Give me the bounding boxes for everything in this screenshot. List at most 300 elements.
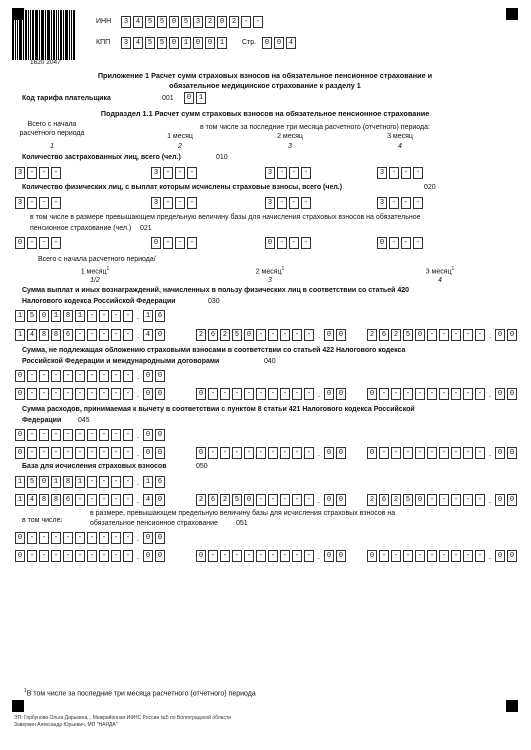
char-cell: -: [99, 447, 109, 459]
barcode-bar: [32, 10, 34, 60]
decimal-point: .: [136, 533, 140, 543]
col-total-line1: Всего с начала: [27, 121, 77, 128]
row-050-m3[interactable]: [367, 494, 519, 506]
char-cell: -: [63, 550, 73, 562]
char-cell: 0: [15, 237, 25, 249]
char-cell: -: [87, 310, 97, 322]
char-cell: 1: [51, 476, 61, 488]
char-cell: -: [99, 388, 109, 400]
char-cell: -: [475, 388, 485, 400]
char-cell: -: [75, 370, 85, 382]
char-cell: -: [232, 550, 242, 562]
char-cell: -: [187, 237, 197, 249]
char-cell: 0: [196, 447, 206, 459]
char-cell: 4: [27, 494, 37, 506]
corner-marker-top-right: [506, 8, 518, 20]
char-cell: -: [27, 370, 37, 382]
char-cell: -: [39, 167, 49, 179]
char-cell: 3: [151, 167, 161, 179]
char-cell: 0: [15, 388, 25, 400]
char-cell: -: [401, 197, 411, 209]
char-cell: 1: [51, 310, 61, 322]
char-cell: 0: [507, 388, 517, 400]
char-cell: -: [39, 388, 49, 400]
char-cell: -: [301, 197, 311, 209]
decimal-point: .: [317, 330, 321, 340]
char-cell: 1: [15, 476, 25, 488]
char-cell: -: [268, 329, 278, 341]
barcode-bar: [51, 10, 52, 60]
char-cell: -: [27, 197, 37, 209]
decimal-point: .: [136, 311, 140, 321]
char-cell: 0: [336, 388, 346, 400]
char-cell: 1: [217, 37, 227, 49]
char-cell: 5: [232, 494, 242, 506]
col2-total: Всего с начала расчетного периода/: [38, 256, 156, 263]
char-cell: 0: [184, 92, 194, 104]
row-040-m1[interactable]: [15, 388, 167, 400]
char-cell: 5: [145, 37, 155, 49]
char-cell: 2: [391, 494, 401, 506]
char-cell: 4: [143, 494, 153, 506]
char-cell: -: [111, 429, 121, 441]
char-cell: 0: [155, 532, 165, 544]
barcode-bar: [53, 10, 55, 60]
char-cell: -: [163, 167, 173, 179]
char-cell: 0: [15, 429, 25, 441]
char-cell: 0: [324, 550, 334, 562]
char-cell: -: [391, 447, 401, 459]
char-cell: -: [256, 550, 266, 562]
char-cell: -: [451, 329, 461, 341]
tariff-field[interactable]: [184, 92, 208, 104]
char-cell: -: [232, 388, 242, 400]
char-cell: -: [253, 16, 263, 28]
char-cell: -: [111, 310, 121, 322]
row-030-code: 030: [208, 298, 220, 305]
char-cell: -: [63, 429, 73, 441]
row-045-total[interactable]: [15, 429, 167, 441]
decimal-point: .: [136, 330, 140, 340]
row-051-total[interactable]: [15, 532, 167, 544]
barcode-bar: [17, 10, 18, 60]
row-030-m1[interactable]: [15, 329, 167, 341]
char-cell: 8: [39, 494, 49, 506]
decimal-point: .: [317, 551, 321, 561]
page-number-field[interactable]: [262, 37, 298, 49]
barcode-bar: [47, 10, 50, 60]
row-021-m3[interactable]: [377, 237, 425, 249]
char-cell: 1: [143, 310, 153, 322]
decimal-point: .: [488, 330, 492, 340]
row-010-label: Количество застрахованных лиц, всего (чел.): [22, 154, 181, 161]
char-cell: 8: [51, 329, 61, 341]
char-cell: -: [463, 329, 473, 341]
char-cell: -: [123, 550, 133, 562]
barcode-bar: [39, 10, 40, 60]
char-cell: 4: [143, 329, 153, 341]
char-cell: -: [427, 388, 437, 400]
row-051-m1[interactable]: [15, 550, 167, 562]
row-045-m2[interactable]: [196, 447, 348, 459]
char-cell: -: [39, 370, 49, 382]
decimal-point: .: [136, 477, 140, 487]
char-cell: -: [63, 447, 73, 459]
row-045-m1[interactable]: [15, 447, 167, 459]
char-cell: -: [292, 329, 302, 341]
barcode-number: 1620 2047: [30, 59, 61, 66]
char-cell: -: [51, 388, 61, 400]
char-cell: -: [379, 550, 389, 562]
char-cell: 0: [495, 550, 505, 562]
char-cell: 1: [15, 329, 25, 341]
char-cell: 0: [151, 237, 161, 249]
char-cell: 4: [27, 329, 37, 341]
char-cell: 6: [208, 329, 218, 341]
char-cell: -: [256, 447, 266, 459]
row-020-total[interactable]: [15, 197, 63, 209]
char-cell: 0: [367, 388, 377, 400]
row-030-m3[interactable]: [367, 329, 519, 341]
row-030-m2[interactable]: [196, 329, 348, 341]
char-cell: -: [51, 550, 61, 562]
char-cell: -: [175, 237, 185, 249]
char-cell: -: [51, 447, 61, 459]
row-051-label-line1: в размере, превышающем предельную величину базы для исчисления страховых взносов на: [90, 510, 396, 517]
char-cell: 5: [181, 16, 191, 28]
char-cell: -: [163, 197, 173, 209]
char-cell: -: [87, 370, 97, 382]
row-020-code: 020: [424, 184, 436, 191]
char-cell: -: [111, 476, 121, 488]
char-cell: 2: [196, 329, 206, 341]
inn-field[interactable]: [121, 16, 265, 28]
col-total-line2: расчетного периода: [19, 130, 85, 137]
char-cell: 0: [15, 370, 25, 382]
char-cell: -: [463, 494, 473, 506]
col-num-2: 2: [178, 143, 182, 150]
page-label: Стр.: [242, 39, 257, 46]
char-cell: 3: [265, 197, 275, 209]
row-021-label-line1: в том числе в размере превышающем предельную величину базы для начисления страховых взносов на обязательное: [30, 214, 421, 221]
char-cell: -: [87, 388, 97, 400]
char-cell: -: [123, 310, 133, 322]
char-cell: -: [413, 167, 423, 179]
char-cell: 8: [63, 310, 73, 322]
char-cell: 3: [193, 16, 203, 28]
row-010-m3[interactable]: [377, 167, 425, 179]
char-cell: -: [75, 329, 85, 341]
char-cell: 1: [15, 494, 25, 506]
char-cell: -: [123, 329, 133, 341]
char-cell: -: [389, 167, 399, 179]
char-cell: -: [427, 329, 437, 341]
char-cell: -: [391, 550, 401, 562]
char-cell: -: [63, 370, 73, 382]
char-cell: -: [123, 476, 133, 488]
char-cell: -: [451, 550, 461, 562]
char-cell: 8: [39, 329, 49, 341]
row-021-m1[interactable]: [151, 237, 199, 249]
barcode-bar: [71, 10, 72, 60]
decimal-point: .: [488, 389, 492, 399]
char-cell: -: [63, 532, 73, 544]
char-cell: -: [99, 310, 109, 322]
char-cell: -: [403, 447, 413, 459]
row-040-m3[interactable]: [367, 388, 519, 400]
char-cell: -: [292, 550, 302, 562]
char-cell: -: [277, 237, 287, 249]
char-cell: -: [123, 429, 133, 441]
row-051-prefix: в том числе:: [22, 517, 63, 524]
char-cell: -: [51, 370, 61, 382]
char-cell: 5: [157, 37, 167, 49]
barcode: [12, 10, 76, 60]
row-040-label-line2: Российской Федерации и международными договорами: [22, 358, 220, 365]
char-cell: -: [292, 388, 302, 400]
row-051-m2[interactable]: [196, 550, 348, 562]
char-cell: 0: [367, 447, 377, 459]
char-cell: 5: [145, 16, 155, 28]
row-040-m2[interactable]: [196, 388, 348, 400]
char-cell: 3: [121, 16, 131, 28]
char-cell: 0: [15, 532, 25, 544]
char-cell: -: [123, 447, 133, 459]
barcode-bar: [69, 10, 70, 60]
char-cell: -: [463, 388, 473, 400]
char-cell: -: [475, 329, 485, 341]
char-cell: -: [304, 550, 314, 562]
row-050-m1[interactable]: [15, 494, 167, 506]
char-cell: -: [27, 237, 37, 249]
char-cell: -: [289, 167, 299, 179]
char-cell: -: [439, 329, 449, 341]
char-cell: -: [289, 197, 299, 209]
char-cell: 2: [196, 494, 206, 506]
decimal-point: .: [317, 389, 321, 399]
char-cell: -: [475, 494, 485, 506]
char-cell: -: [244, 447, 254, 459]
char-cell: 0: [143, 370, 153, 382]
char-cell: 6: [63, 329, 73, 341]
char-cell: 0: [415, 494, 425, 506]
char-cell: 2: [220, 329, 230, 341]
char-cell: -: [87, 476, 97, 488]
char-cell: -: [51, 429, 61, 441]
row-030-total[interactable]: [15, 310, 167, 322]
char-cell: -: [379, 388, 389, 400]
decimal-point: .: [488, 551, 492, 561]
row-010-m2[interactable]: [265, 167, 313, 179]
char-cell: -: [99, 370, 109, 382]
row-030-label-line1: Сумма выплат и иных вознаграждений, начисленных в пользу физических лиц в соответствии со статьей 420: [22, 287, 410, 294]
char-cell: 5: [27, 310, 37, 322]
char-cell: 0: [196, 550, 206, 562]
char-cell: -: [51, 167, 61, 179]
char-cell: -: [439, 494, 449, 506]
char-cell: -: [439, 447, 449, 459]
barcode-bar: [42, 10, 44, 60]
char-cell: -: [75, 550, 85, 562]
row-045-m3[interactable]: [367, 447, 519, 459]
char-cell: 1: [181, 37, 191, 49]
char-cell: 0: [336, 494, 346, 506]
char-cell: -: [208, 447, 218, 459]
char-cell: 0: [15, 550, 25, 562]
row-021-total[interactable]: [15, 237, 63, 249]
char-cell: -: [463, 550, 473, 562]
barcode-bar: [30, 10, 31, 60]
char-cell: -: [427, 494, 437, 506]
char-cell: 0: [143, 388, 153, 400]
col-m1: 1 месяц: [167, 133, 193, 140]
char-cell: 0: [265, 237, 275, 249]
char-cell: -: [187, 167, 197, 179]
corner-marker-bottom-left: [12, 700, 24, 712]
char-cell: 1: [75, 476, 85, 488]
decimal-point: .: [488, 448, 492, 458]
char-cell: -: [280, 329, 290, 341]
char-cell: -: [403, 550, 413, 562]
char-cell: -: [256, 329, 266, 341]
char-cell: -: [268, 388, 278, 400]
barcode-bar: [58, 10, 59, 60]
char-cell: -: [413, 197, 423, 209]
footnote: $^1$В том числе за последние три месяца расчетного (отчетного) периода: [24, 688, 256, 698]
char-cell: -: [208, 550, 218, 562]
char-cell: -: [304, 388, 314, 400]
barcode-bar: [25, 10, 27, 60]
char-cell: -: [99, 429, 109, 441]
col2-m2: 2 месяц$^1$: [255, 266, 285, 276]
tariff-label: Код тарифа плательщика: [22, 95, 111, 102]
char-cell: 0: [143, 447, 153, 459]
char-cell: 0: [244, 329, 254, 341]
char-cell: -: [439, 388, 449, 400]
row-045-label-line1: Сумма расходов, принимаемая к вычету в соответствии с пунктом 8 статьи 421 Налогового кодекса Российской: [22, 406, 415, 413]
char-cell: -: [51, 197, 61, 209]
char-cell: 3: [377, 197, 387, 209]
row-020-m1[interactable]: [151, 197, 199, 209]
row-020-m2[interactable]: [265, 197, 313, 209]
char-cell: 0: [169, 37, 179, 49]
char-cell: 6: [208, 494, 218, 506]
char-cell: 6: [379, 329, 389, 341]
subsection-title: Подраздел 1.1 Расчет сумм страховых взносов на обязательное пенсионное страхование: [100, 109, 430, 118]
char-cell: -: [389, 237, 399, 249]
decimal-point: .: [488, 495, 492, 505]
row-020-m3[interactable]: [377, 197, 425, 209]
char-cell: 3: [121, 37, 131, 49]
char-cell: 6: [63, 494, 73, 506]
decimal-point: .: [136, 371, 140, 381]
char-cell: 6: [155, 310, 165, 322]
char-cell: -: [39, 237, 49, 249]
row-045-code: 045: [78, 417, 90, 424]
char-cell: -: [187, 197, 197, 209]
char-cell: -: [27, 167, 37, 179]
char-cell: 0: [377, 237, 387, 249]
char-cell: 5: [403, 329, 413, 341]
char-cell: -: [123, 370, 133, 382]
char-cell: -: [99, 476, 109, 488]
char-cell: 0: [495, 329, 505, 341]
row-010-m1[interactable]: [151, 167, 199, 179]
char-cell: -: [244, 388, 254, 400]
char-cell: -: [427, 550, 437, 562]
signature-line1: ЭП: Горбунова Ольга Дарьевна, , Межрайонная ИФНС России №5 по Волгоградской области: [14, 715, 232, 721]
char-cell: -: [475, 550, 485, 562]
row-051-m3[interactable]: [367, 550, 519, 562]
char-cell: -: [232, 447, 242, 459]
char-cell: 0: [155, 550, 165, 562]
char-cell: -: [39, 197, 49, 209]
row-010-total[interactable]: [15, 167, 63, 179]
char-cell: 2: [229, 16, 239, 28]
char-cell: -: [87, 447, 97, 459]
barcode-bar: [23, 10, 24, 60]
char-cell: -: [256, 494, 266, 506]
row-040-total[interactable]: [15, 370, 167, 382]
barcode-bar: [45, 10, 46, 60]
col2-m3: 3 месяц$^1$: [425, 266, 455, 276]
row-050-total[interactable]: [15, 476, 167, 488]
char-cell: -: [87, 329, 97, 341]
char-cell: -: [304, 494, 314, 506]
char-cell: 8: [51, 494, 61, 506]
row-050-label: База для исчисления страховых взносов: [22, 463, 167, 470]
char-cell: -: [415, 550, 425, 562]
char-cell: -: [75, 532, 85, 544]
char-cell: -: [39, 429, 49, 441]
char-cell: -: [87, 494, 97, 506]
barcode-bar: [56, 10, 57, 60]
decimal-point: .: [317, 495, 321, 505]
char-cell: 4: [286, 37, 296, 49]
char-cell: -: [27, 532, 37, 544]
char-cell: -: [280, 550, 290, 562]
char-cell: -: [401, 237, 411, 249]
col-num-4: 4: [398, 143, 402, 150]
inn-label: ИНН: [96, 18, 112, 25]
decimal-point: .: [136, 389, 140, 399]
kpp-field[interactable]: [121, 37, 229, 49]
row-050-code: 050: [196, 463, 208, 470]
char-cell: 0: [324, 388, 334, 400]
row-021-code: 021: [140, 225, 152, 232]
char-cell: -: [75, 447, 85, 459]
char-cell: -: [280, 388, 290, 400]
row-050-m2[interactable]: [196, 494, 348, 506]
char-cell: 0: [507, 494, 517, 506]
decimal-point: .: [317, 448, 321, 458]
char-cell: 0: [169, 16, 179, 28]
row-021-m2[interactable]: [265, 237, 313, 249]
char-cell: -: [268, 494, 278, 506]
char-cell: 0: [143, 532, 153, 544]
tariff-code: 001: [162, 95, 174, 102]
char-cell: 2: [367, 494, 377, 506]
char-cell: 2: [205, 16, 215, 28]
barcode-bar: [28, 10, 29, 60]
char-cell: -: [123, 532, 133, 544]
char-cell: 3: [15, 197, 25, 209]
char-cell: 0: [507, 550, 517, 562]
char-cell: 0: [324, 329, 334, 341]
char-cell: 0: [217, 16, 227, 28]
char-cell: 5: [27, 476, 37, 488]
char-cell: -: [439, 550, 449, 562]
